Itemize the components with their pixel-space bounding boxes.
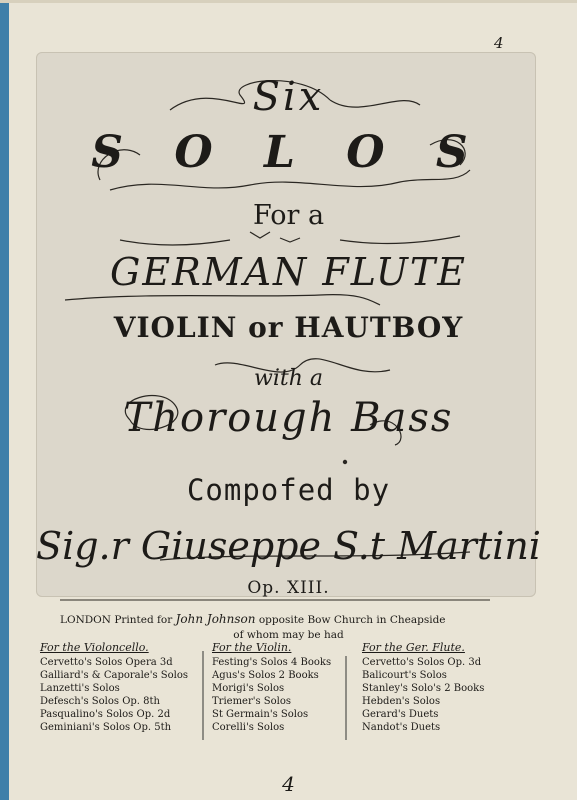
- opus-number: Op. XIII.: [247, 578, 330, 598]
- list-item: Lanzetti's Solos: [40, 683, 120, 694]
- list-item: Stanley's Solo's 2 Books: [362, 683, 485, 694]
- composer-name: Sig.r Giuseppe S.t Martini: [36, 524, 541, 568]
- list-heading: For the Ger. Flute.: [362, 641, 465, 654]
- title-thorough-bass: Thorough Bass: [123, 395, 454, 441]
- title-six: Six: [252, 74, 325, 120]
- publisher-line: [60, 612, 500, 626]
- flourish-fora: [120, 236, 460, 245]
- list-heading: For the Violin.: [212, 641, 292, 654]
- list-heading: For the Violoncello.: [40, 641, 149, 654]
- folio-number-bottom: 4: [282, 772, 295, 796]
- list-item: Pasqualino's Solos Op. 2d: [40, 709, 171, 720]
- list-item: Galliard's & Caporale's Solos: [40, 670, 189, 681]
- list-item: Geminiani's Solos Op. 5th: [40, 722, 172, 733]
- list-item: Hebden's Solos: [362, 696, 441, 707]
- list-violoncello: [40, 641, 188, 734]
- publisher-name: John Johnson: [175, 612, 256, 626]
- title-violin-hautboy: VIOLIN or HAUTBOY: [113, 311, 464, 344]
- title-for-a: For a: [252, 200, 325, 231]
- title-solos: S O L O S: [91, 127, 486, 178]
- list-german-flute: [362, 641, 484, 734]
- ink-dot: [343, 460, 347, 464]
- folio-number-top: 4: [494, 34, 504, 52]
- list-item: Cervetto's Solos Opera 3d: [40, 657, 173, 668]
- list-item: Cervetto's Solos Op. 3d: [362, 657, 482, 668]
- list-item: Corelli's Solos: [212, 722, 285, 733]
- list-item: Agus's Solos 2 Books: [212, 670, 319, 681]
- list-item: Gerard's Duets: [362, 709, 439, 720]
- title-german-flute: GERMAN FLUTE: [109, 250, 468, 294]
- list-item: Triemer's Solos: [212, 696, 292, 707]
- publisher-prefix: LONDON Printed for: [60, 614, 173, 626]
- list-item: Festing's Solos 4 Books: [212, 657, 332, 668]
- list-item: Morigi's Solos: [212, 683, 285, 694]
- list-item: Nandot's Duets: [362, 722, 441, 733]
- publisher-address: opposite Bow Church in Cheapside: [258, 614, 446, 626]
- title-composed-by: Compofed by: [186, 473, 391, 507]
- list-item: St Germain's Solos: [212, 709, 309, 720]
- publisher-line-2: of whom may be had: [233, 629, 344, 641]
- flourish-flute-underline: [65, 295, 380, 305]
- list-item: Defesch's Solos Op. 8th: [40, 696, 160, 707]
- list-violin: [212, 641, 331, 734]
- title-with-a: with a: [254, 366, 323, 391]
- list-item: Balicourt's Solos: [362, 670, 447, 681]
